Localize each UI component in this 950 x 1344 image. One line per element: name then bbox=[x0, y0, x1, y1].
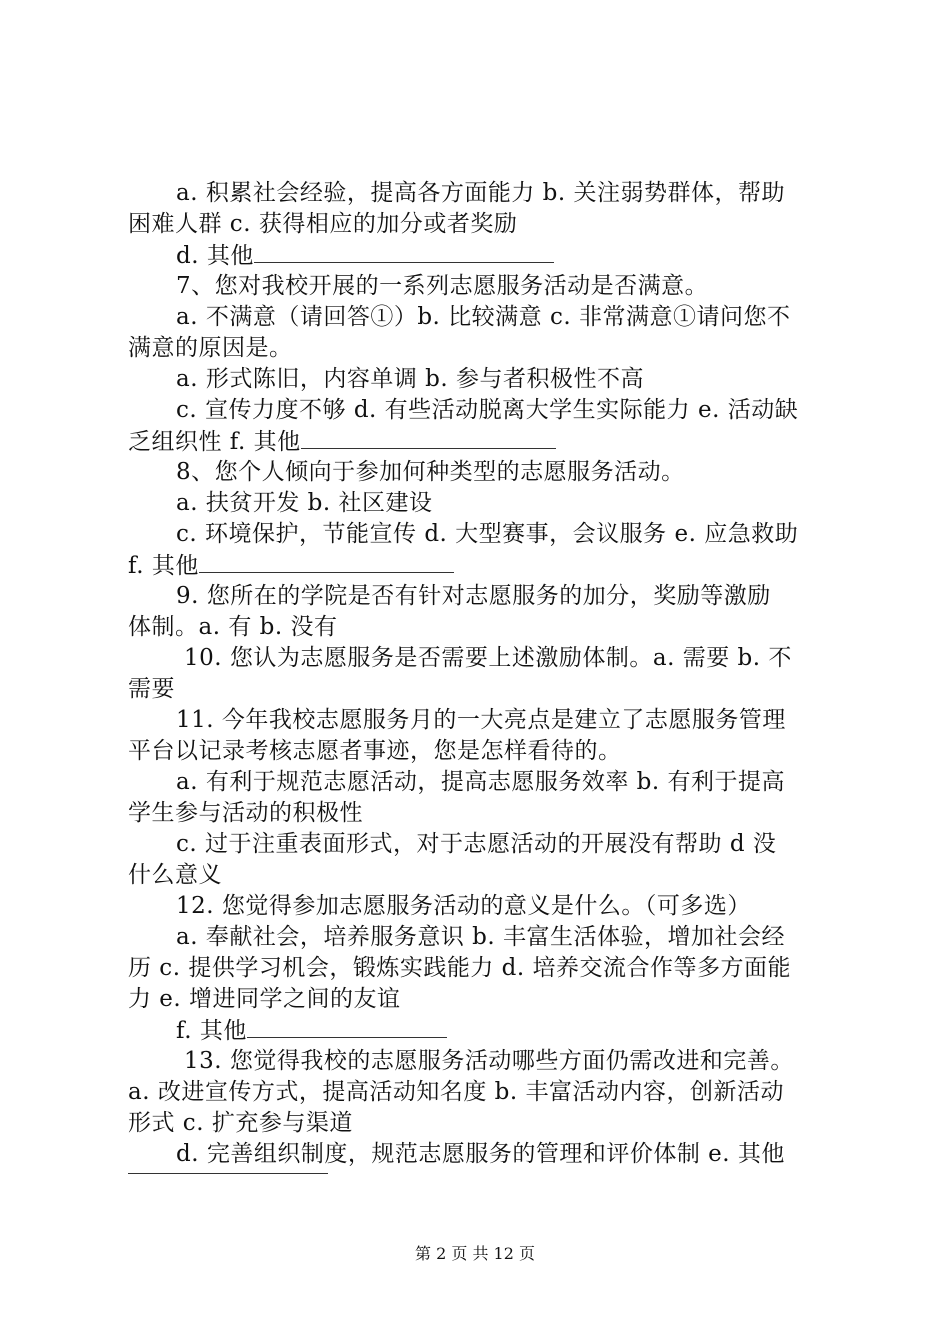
text-line: 历 c. 提供学习机会，锻炼实践能力 d. 培养交流合作等多方面能 bbox=[128, 955, 791, 981]
answer-blank bbox=[128, 1173, 328, 1174]
question-line: 7、您对我校开展的一系列志愿服务活动是否满意。 bbox=[176, 273, 709, 299]
answer-blank bbox=[301, 426, 556, 449]
text-line-label: d. 其他 bbox=[176, 243, 254, 269]
question-line: 11. 今年我校志愿服务月的一大亮点是建立了志愿服务管理 bbox=[176, 707, 786, 733]
text-line-label: 乏组织性 f. 其他 bbox=[128, 429, 301, 455]
text-line: 力 e. 增进同学之间的友谊 bbox=[128, 986, 401, 1012]
text-line: a. 积累社会经验，提高各方面能力 b. 关注弱势群体，帮助 bbox=[176, 180, 785, 206]
question-line: 8、您个人倾向于参加何种类型的志愿服务活动。 bbox=[176, 459, 685, 485]
text-line: 形式 c. 扩充参与渠道 bbox=[128, 1110, 353, 1136]
text-line-label: f. 其他 bbox=[176, 1018, 247, 1044]
text-line: c. 过于注重表面形式，对于志愿活动的开展没有帮助 d 没 bbox=[176, 831, 777, 857]
text-line: c. 宣传力度不够 d. 有些活动脱离大学生实际能力 e. 活动缺 bbox=[176, 397, 799, 423]
text-line-label: f. 其他 bbox=[128, 553, 199, 579]
text-line: 学生参与活动的积极性 bbox=[128, 800, 363, 826]
text-line: c. 环境保护，节能宣传 d. 大型赛事，会议服务 e. 应急救助 bbox=[176, 521, 799, 547]
text-line: a. 有利于规范志愿活动，提高志愿服务效率 b. 有利于提高 bbox=[176, 769, 785, 795]
answer-blank bbox=[254, 240, 554, 263]
text-line: 什么意义 bbox=[128, 862, 222, 888]
text-line: d. 完善组织制度，规范志愿服务的管理和评价体制 e. 其他 bbox=[176, 1141, 785, 1167]
text-line: 满意的原因是。 bbox=[128, 335, 293, 361]
text-line: 平台以记录考核志愿者事迹，您是怎样看待的。 bbox=[128, 738, 622, 764]
text-line bbox=[176, 240, 554, 271]
text-line: a. 形式陈旧，内容单调 b. 参与者积极性不高 bbox=[176, 366, 644, 392]
text-line: a. 奉献社会，培养服务意识 b. 丰富生活体验，增加社会经 bbox=[176, 924, 785, 950]
text-line bbox=[176, 1015, 447, 1046]
question-line: 10. 您认为志愿服务是否需要上述激励体制。a. 需要 b. 不 bbox=[184, 645, 792, 671]
text-line: 需要 bbox=[128, 676, 175, 702]
question-line: 9. 您所在的学院是否有针对志愿服务的加分，奖励等激励 bbox=[176, 583, 771, 609]
text-line bbox=[128, 426, 556, 457]
answer-blank bbox=[247, 1015, 447, 1038]
text-line: a. 改进宣传方式，提高活动知名度 b. 丰富活动内容，创新活动 bbox=[128, 1079, 784, 1105]
text-line bbox=[128, 550, 454, 581]
text-line: a. 扶贫开发 b. 社区建设 bbox=[176, 490, 433, 516]
question-line: 12. 您觉得参加志愿服务活动的意义是什么。（可多选） bbox=[176, 893, 751, 919]
text-line: 困难人群 c. 获得相应的加分或者奖励 bbox=[128, 211, 518, 237]
text-line: a. 不满意（请回答①）b. 比较满意 c. 非常满意①请问您不 bbox=[176, 304, 791, 330]
answer-blank bbox=[199, 550, 454, 573]
text-line: 体制。a. 有 b. 没有 bbox=[128, 614, 338, 640]
question-line: 13. 您觉得我校的志愿服务活动哪些方面仍需改进和完善。 bbox=[184, 1048, 794, 1074]
page-footer: 第 2 页 共 12 页 bbox=[415, 1244, 535, 1263]
